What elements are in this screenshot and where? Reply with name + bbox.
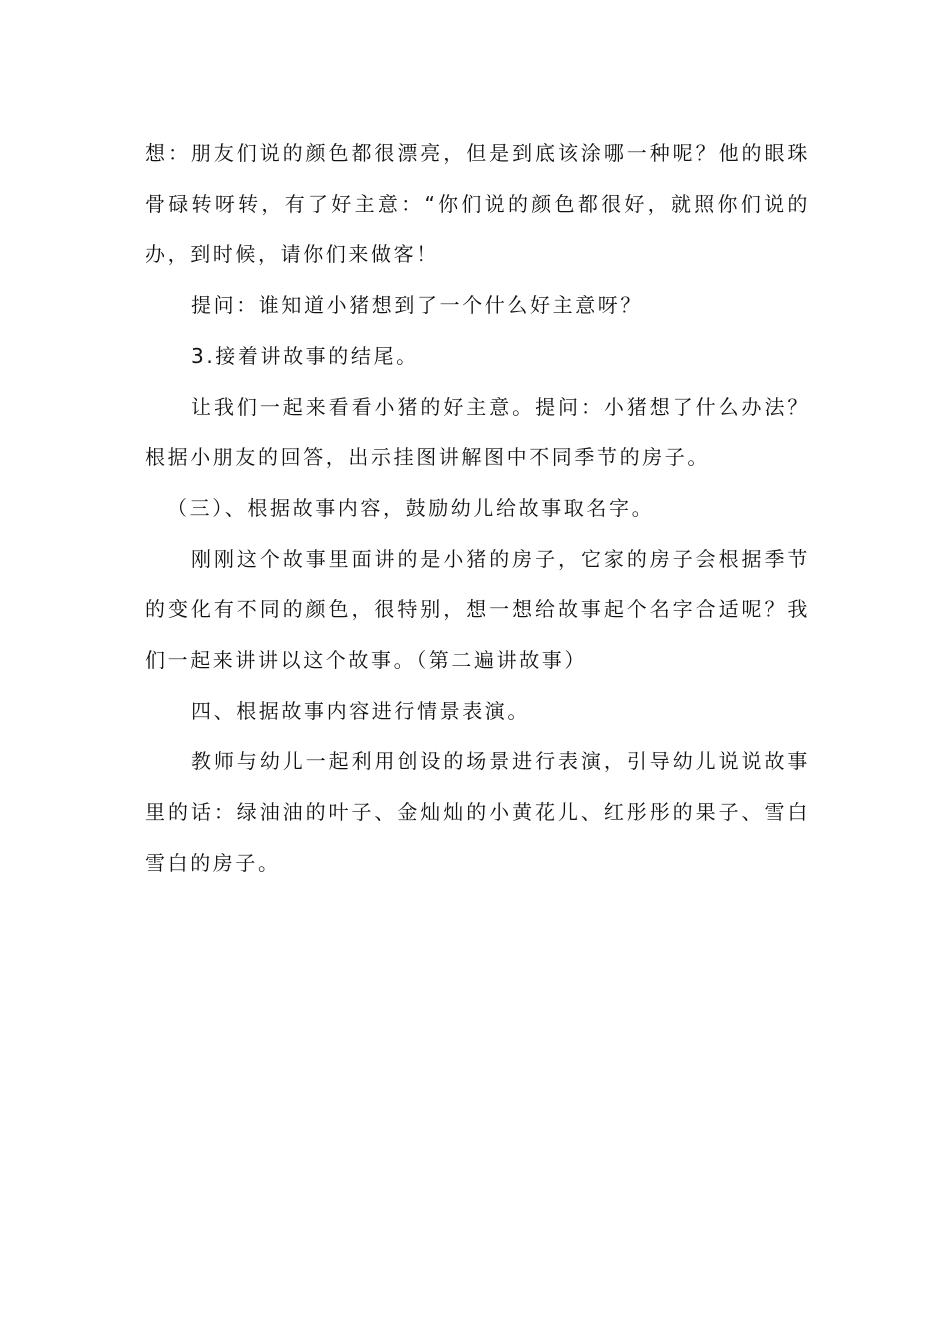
paragraph-question-good-idea: 提问：谁知道小猪想到了一个什么好主意呀？ (191, 293, 643, 318)
paragraph-step-3-heading: 3.接着讲故事的结尾。 (191, 343, 419, 368)
paragraph-section-3-heading: （三）、根据故事内容，鼓励幼儿给故事取名字。 (167, 495, 655, 520)
paragraph-story-continuation: 想：朋友们说的颜色都很漂亮，但是到底该涂哪一种呢？他的眼珠骨碌转呀转，有了好主意：“你们说的颜色都很好，就照你们说的办，到时候，请你们来做客！ (145, 141, 810, 267)
document-body (145, 128, 810, 889)
paragraph-section-4-heading: 四、根据故事内容进行情景表演。 (191, 698, 530, 723)
paragraph-look-at-idea: 让我们一起来看看小猪的好主意。提问：小猪想了什么办法？根据小朋友的回答，出示挂图讲解图中不同季节的房子。 (145, 394, 810, 470)
paragraph-performance: 教师与幼儿一起利用创设的场景进行表演，引导幼儿说说故事里的话：绿油油的叶子、金灿灿的小黄花儿、红彤彤的果子、雪白雪白的房子。 (145, 749, 810, 875)
paragraph-naming-story: 刚刚这个故事里面讲的是小猪的房子，它家的房子会根据季节的变化有不同的颜色，很特别，想一想给故事起个名字合适呢？我们一起来讲讲以这个故事。（第二遍讲故事） (145, 546, 810, 673)
